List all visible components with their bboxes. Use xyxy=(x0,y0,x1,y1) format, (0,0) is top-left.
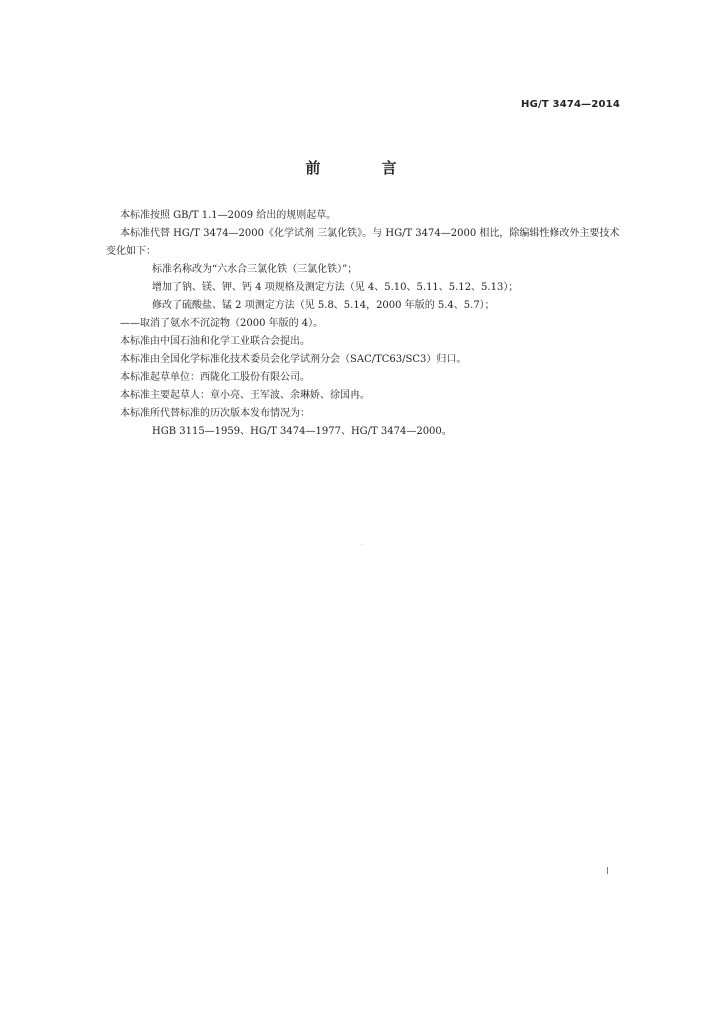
change-item-removed: ——取消了氨水不沉淀物（2000 年版的 4）。 xyxy=(120,318,324,329)
change-item-name: 标准名称改为“六水合三氯化铁（三氯化铁）”； xyxy=(152,264,358,275)
paragraph-history-intro: 本标准所代替标准的历次版本发布情况为： xyxy=(120,408,310,419)
center-mark: . xyxy=(361,540,363,547)
paragraph-history-versions: HGB 3115—1959、HG/T 3474—1977、HG/T 3474—2000。 xyxy=(152,426,452,437)
paragraph-proposer: 本标准由中国石油和化学工业联合会提出。 xyxy=(120,336,310,347)
foreword-body xyxy=(106,207,626,441)
paragraph-drafting-unit: 本标准起草单位：西陇化工股份有限公司。 xyxy=(120,372,310,383)
paragraph-replacement: 本标准代替 HG/T 3474—2000《化学试剂 三氯化铁》。与 HG/T 3474—2000 相比，除编辑性修改外主要技术变化如下： xyxy=(106,228,620,257)
paragraph-drafters: 本标准主要起草人：章小亮、王军波、余琳娇、徐国冉。 xyxy=(120,390,370,401)
page-title: 前 言 xyxy=(305,159,425,177)
change-item-modified: 修改了硫酸盐、锰 2 项测定方法（见 5.8、5.14，2000 年版的 5.4、5.7）； xyxy=(152,300,495,311)
page-number: I xyxy=(606,866,609,877)
paragraph-drafting-rules: 本标准按照 GB/T 1.1—2009 给出的规则起草。 xyxy=(120,210,337,221)
paragraph-administrator: 本标准由全国化学标准化技术委员会化学试剂分会（SAC/TC63/SC3）归口。 xyxy=(120,354,467,365)
change-item-added: 增加了钠、镁、钾、钙 4 项规格及测定方法（见 4、5.10、5.11、5.12、5.13）； xyxy=(152,282,519,293)
standard-code: HG/T 3474—2014 xyxy=(521,99,620,110)
